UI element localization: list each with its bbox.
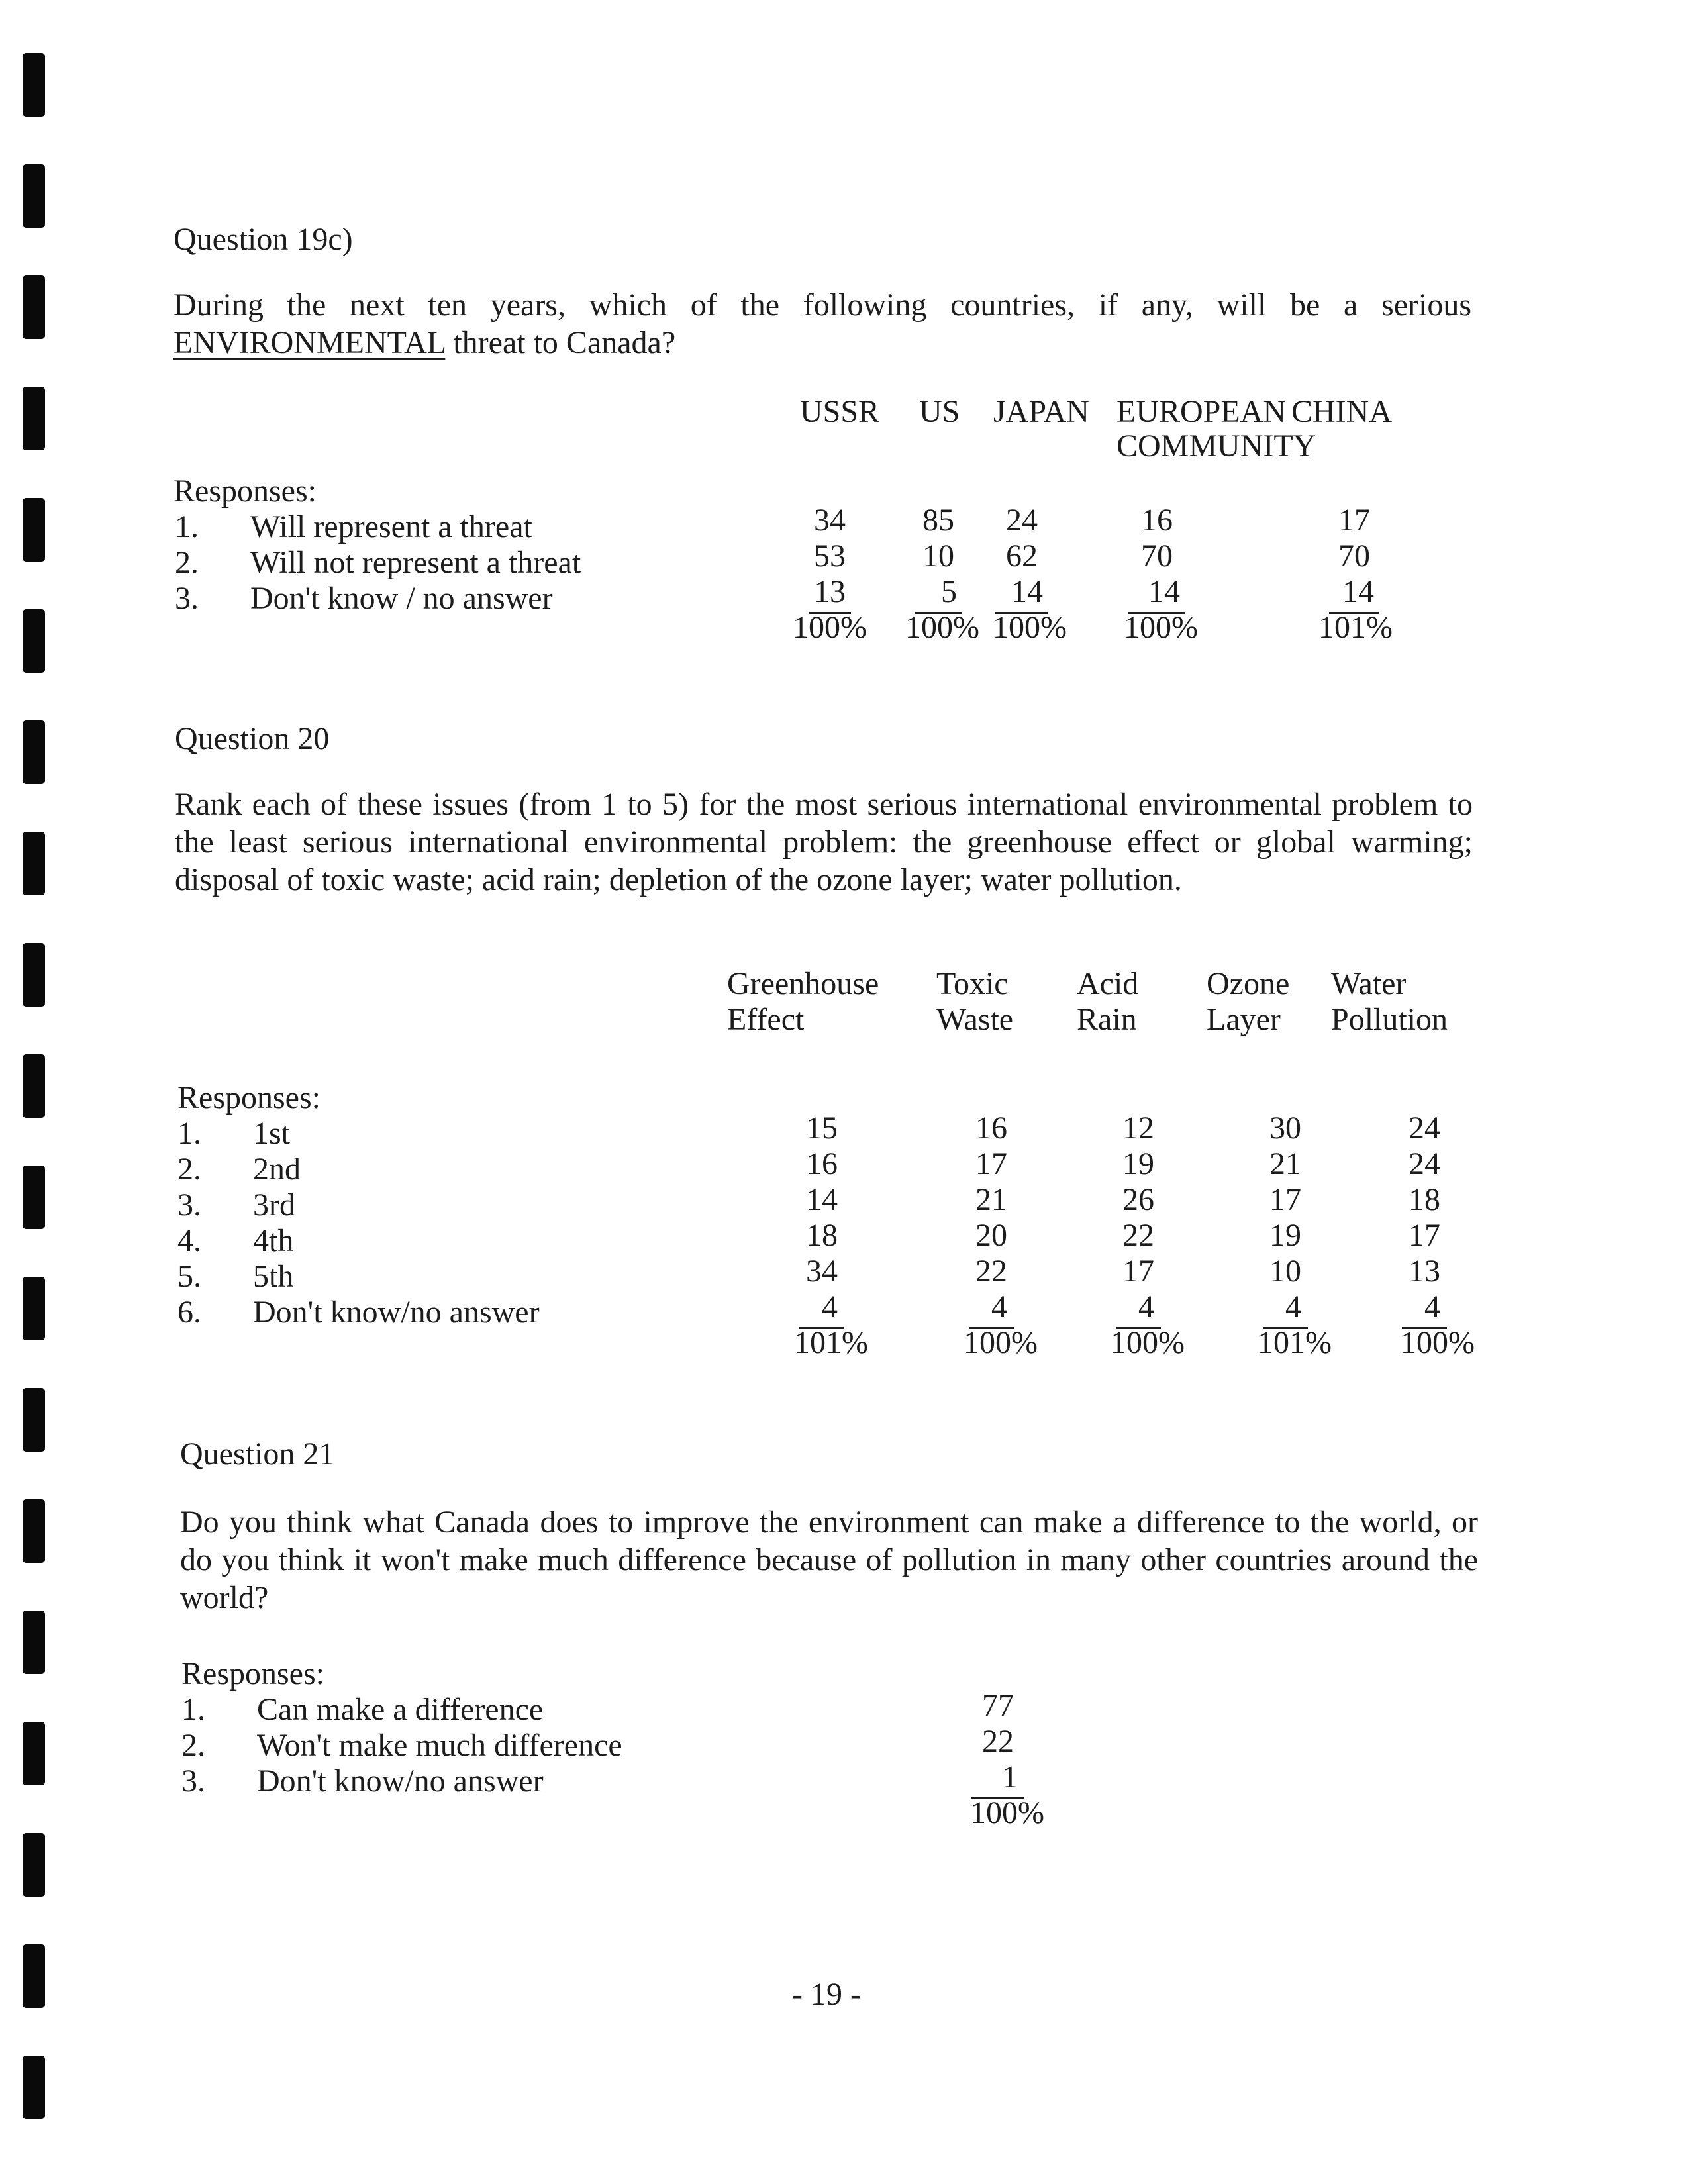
table-cell: [773, 576, 886, 608]
table-cell: [965, 576, 1078, 608]
table-cell: 10: [1269, 1254, 1301, 1289]
q21-responses-label: Responses:: [181, 1656, 324, 1691]
binder-hole: [23, 1054, 45, 1118]
q20-heading: Question 20: [175, 721, 330, 756]
table-cell: 18: [1409, 1182, 1440, 1217]
binder-hole: [23, 2056, 45, 2119]
binder-hole: [23, 1611, 45, 1674]
binder-hole: [23, 1166, 45, 1229]
column-header-water-2: Pollution: [1331, 1002, 1448, 1037]
row-number: 4.: [177, 1223, 201, 1258]
table-cell: [1298, 576, 1410, 608]
row-number: 1.: [175, 509, 199, 544]
table-cell: 22: [1122, 1218, 1154, 1253]
table-cell: 70: [1338, 538, 1370, 573]
page-number: - 19 -: [792, 1977, 861, 2012]
table-cell: 77: [982, 1688, 1014, 1723]
table-cell: 17: [1269, 1182, 1301, 1217]
binder-hole: [23, 609, 45, 673]
row-label: 2nd: [253, 1152, 301, 1187]
column-header-acid-2: Rain: [1077, 1002, 1137, 1037]
column-header-ozone-2: Layer: [1207, 1002, 1281, 1037]
cell-value: 5: [915, 574, 962, 614]
binder-hole: [23, 1388, 45, 1452]
table-cell: 34: [806, 1254, 838, 1289]
table-cell: 21: [975, 1182, 1007, 1217]
binder-hole: [23, 1833, 45, 1897]
binder-hole: [23, 387, 45, 450]
column-header-ussr: USSR: [800, 394, 880, 429]
cell-value: 14: [1329, 574, 1379, 614]
table-cell: [766, 1291, 878, 1323]
column-header-toxic: Toxic: [936, 966, 1009, 1001]
total-cell: 100%: [793, 610, 867, 645]
cell-value: 4: [1116, 1289, 1161, 1329]
row-label: 5th: [253, 1259, 294, 1294]
row-number: 2.: [177, 1152, 201, 1187]
column-header-japan: JAPAN: [993, 394, 1089, 429]
total-cell: 100%: [1401, 1325, 1475, 1360]
total-cell: 101%: [1258, 1325, 1332, 1360]
table-cell: 19: [1122, 1146, 1154, 1181]
cell-value: 4: [799, 1289, 844, 1329]
table-cell: 62: [1006, 538, 1038, 573]
row-label: Don't know/no answer: [257, 1763, 544, 1799]
q21-question-text: Do you think what Canada does to improve the environment can make a difference to the world, or do you think it won't make much difference because of pollution in many other countries around the world?: [180, 1505, 1478, 1615]
total-cell: 101%: [1318, 610, 1393, 645]
row-label: Will not represent a threat: [250, 545, 581, 580]
q19c-question-text: [173, 286, 1471, 362]
total-cell: 100%: [993, 610, 1067, 645]
table-cell: [942, 1762, 1054, 1793]
binder-hole: [23, 720, 45, 784]
column-header-water: Water: [1331, 966, 1407, 1001]
table-cell: [1082, 1291, 1195, 1323]
table-cell: 26: [1122, 1182, 1154, 1217]
row-label: 1st: [253, 1116, 291, 1151]
total-cell: 100%: [1124, 610, 1198, 645]
cell-value: 14: [1128, 574, 1185, 614]
table-cell: 22: [975, 1254, 1007, 1289]
table-cell: 20: [975, 1218, 1007, 1253]
binder-hole: [23, 275, 45, 339]
binder-hole: [23, 943, 45, 1007]
column-header-china: CHINA: [1291, 394, 1392, 429]
table-cell: 22: [982, 1724, 1014, 1759]
row-number: 2.: [175, 545, 199, 580]
table-cell: 17: [1338, 503, 1370, 538]
table-cell: 12: [1122, 1111, 1154, 1146]
binder-hole: [23, 1944, 45, 2008]
table-cell: 16: [806, 1146, 838, 1181]
row-number: 2.: [181, 1728, 205, 1763]
table-cell: 30: [1269, 1111, 1301, 1146]
table-cell: 24: [1409, 1146, 1440, 1181]
total-cell: 100%: [1111, 1325, 1185, 1360]
table-cell: 85: [922, 503, 954, 538]
column-header-us: US: [919, 394, 960, 429]
table-cell: 13: [1409, 1254, 1440, 1289]
table-cell: 24: [1006, 503, 1038, 538]
table-cell: 34: [814, 503, 846, 538]
table-cell: [935, 1291, 1048, 1323]
table-cell: 15: [806, 1111, 838, 1146]
q20-question-text: Rank each of these issues (from 1 to 5) for the most serious international environmental problem to the least serious international environmental problem: the greenhouse effect or global warming; disposal of toxic waste; acid rain; depletion of the ozone layer; water pollution.: [175, 787, 1473, 897]
row-label: 4th: [253, 1223, 294, 1258]
column-header-ozone: Ozone: [1207, 966, 1290, 1001]
binder-hole: [23, 832, 45, 895]
table-cell: 14: [806, 1182, 838, 1217]
row-label: Don't know / no answer: [250, 581, 553, 616]
q19c-text-part2: threat to Canada?: [453, 325, 676, 360]
table-cell: 24: [1409, 1111, 1440, 1146]
cell-value: 4: [1402, 1289, 1447, 1329]
row-number: 3.: [181, 1763, 205, 1799]
q19c-heading: Question 19c): [173, 222, 353, 257]
table-cell: 18: [806, 1218, 838, 1253]
column-header-greenhouse-2: Effect: [727, 1002, 805, 1037]
binder-hole: [23, 1722, 45, 1785]
binder-hole: [23, 53, 45, 117]
total-cell: 101%: [794, 1325, 868, 1360]
column-header-acid: Acid: [1077, 966, 1139, 1001]
total-cell: 100%: [905, 610, 979, 645]
column-header-community: COMMUNITY: [1116, 428, 1316, 464]
row-number: 3.: [177, 1187, 201, 1222]
binder-hole: [23, 164, 45, 228]
row-label: Don't know/no answer: [253, 1295, 540, 1330]
table-cell: 17: [975, 1146, 1007, 1181]
column-header-european: EUROPEAN: [1116, 394, 1287, 429]
row-number: 3.: [175, 581, 199, 616]
table-cell: 16: [1141, 503, 1173, 538]
table-cell: 10: [922, 538, 954, 573]
row-number: 1.: [177, 1116, 201, 1151]
row-label: Won't make much difference: [257, 1728, 622, 1763]
q19c-text-emphasis: ENVIRONMENTAL: [173, 325, 446, 360]
total-cell: 100%: [970, 1795, 1044, 1830]
binder-hole: [23, 1499, 45, 1563]
table-cell: 53: [814, 538, 846, 573]
cell-value: 4: [1263, 1289, 1308, 1329]
column-header-toxic-2: Waste: [936, 1002, 1014, 1037]
table-cell: 19: [1269, 1218, 1301, 1253]
row-label: Will represent a threat: [250, 509, 532, 544]
cell-value: 14: [995, 574, 1048, 614]
q19c-responses-label: Responses:: [173, 473, 317, 509]
q21-heading: Question 21: [180, 1436, 335, 1471]
row-number: 5.: [177, 1259, 201, 1294]
binder-hole: [23, 498, 45, 562]
binder-hole: [23, 1277, 45, 1340]
table-cell: 70: [1141, 538, 1173, 573]
cell-value: 4: [969, 1289, 1014, 1329]
cell-value: 13: [809, 574, 851, 614]
q19c-text-part1: During the next ten years, which of the following countries, if any, will be a serious: [173, 287, 1471, 323]
table-cell: [1229, 1291, 1342, 1323]
table-cell: [1101, 576, 1213, 608]
table-cell: [1368, 1291, 1481, 1323]
column-header-greenhouse: Greenhouse: [727, 966, 879, 1001]
total-cell: 100%: [964, 1325, 1038, 1360]
table-cell: 17: [1122, 1254, 1154, 1289]
table-cell: 21: [1269, 1146, 1301, 1181]
q20-responses-label: Responses:: [177, 1080, 321, 1115]
row-label: Can make a difference: [257, 1692, 544, 1727]
row-number: 1.: [181, 1692, 205, 1727]
cell-value: 1: [971, 1760, 1024, 1799]
table-cell: 16: [975, 1111, 1007, 1146]
row-number: 6.: [177, 1295, 201, 1330]
row-label: 3rd: [253, 1187, 295, 1222]
table-cell: 17: [1409, 1218, 1440, 1253]
